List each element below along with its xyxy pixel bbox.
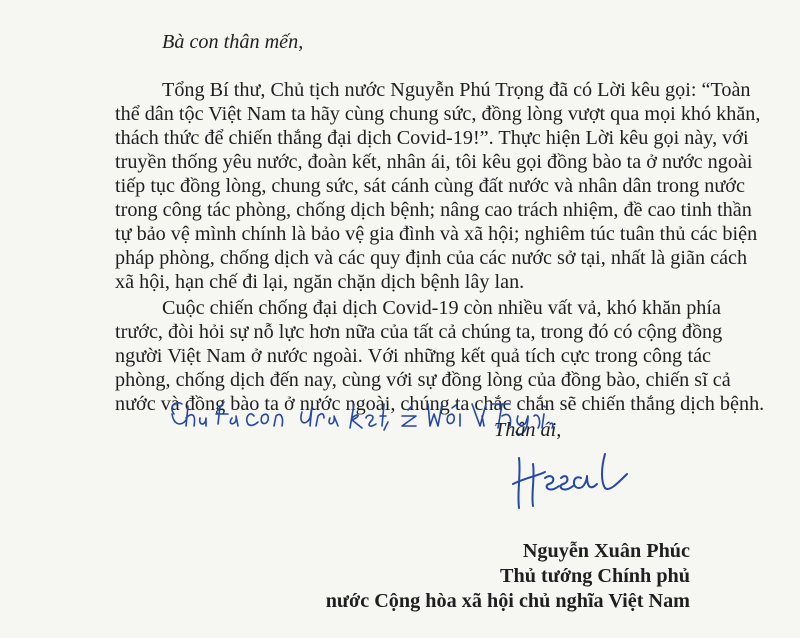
paragraph-1-line: tiếp tục đồng lòng, chung sức, sát cánh cùng đất nước và nhân dân trong nước (115, 175, 745, 197)
paragraph-2-line: phòng, chống dịch đến nay, cùng với sự đồng lòng của đồng bào, chiến sĩ cả (115, 369, 731, 391)
paragraph-1-line: thể dân tộc Việt Nam ta hãy cùng chung sức, đồng lòng vượt qua mọi khó khăn, (115, 103, 761, 125)
paragraph-1-line: thách thức để chiến thắng đại dịch Covid-19!”. Thực hiện Lời kêu gọi này, với (115, 127, 749, 149)
paragraph-2-line: nước và đồng bào ta ở nước ngoài, chúng ta chắc chắn sẽ chiến thắng dịch bệnh. (115, 393, 765, 415)
closing: Thân ái, (494, 419, 562, 441)
signer-title: Thủ tướng Chính phủ (500, 565, 690, 587)
signer-country: nước Cộng hòa xã hội chủ nghĩa Việt Nam (325, 590, 690, 612)
signature (505, 448, 635, 518)
paragraph-1-line: xã hội, hạn chế đi lại, ngăn chặn dịch bệnh lây lan. (115, 271, 525, 293)
paragraph-1-line: trong công tác phòng, chống dịch bệnh; nâng cao trách nhiệm, đề cao tinh thần (115, 199, 752, 221)
paragraph-1-line: tự bảo vệ mình chính là bảo vệ gia đình và xã hội; nghiêm túc tuân thủ các biện (115, 223, 758, 245)
paragraph-1-line: pháp phòng, chống dịch và các quy định của các nước sở tại, nhất là giãn cách (115, 247, 748, 269)
paragraph-1-line: truyền thống yêu nước, đoàn kết, nhân ái, tôi kêu gọi đồng bào ta ở nước ngoài (115, 151, 753, 173)
paragraph-2-line: Cuộc chiến chống đại dịch Covid-19 còn nhiều vất vả, khó khăn phía (162, 297, 721, 319)
paragraph-2-line: trước, đòi hỏi sự nỗ lực hơn nữa của tất cả chúng ta, trong đó có cộng đồng (115, 321, 723, 343)
paragraph-2-line: người Việt Nam ở nước ngoài. Với những kết quả tích cực trong công tác (115, 345, 711, 367)
signer-name: Nguyễn Xuân Phúc (522, 540, 690, 562)
salutation: Bà con thân mến, (162, 31, 304, 53)
paragraph-1-line: Tổng Bí thư, Chủ tịch nước Nguyễn Phú Trọng đã có Lời kêu gọi: “Toàn (162, 79, 751, 101)
